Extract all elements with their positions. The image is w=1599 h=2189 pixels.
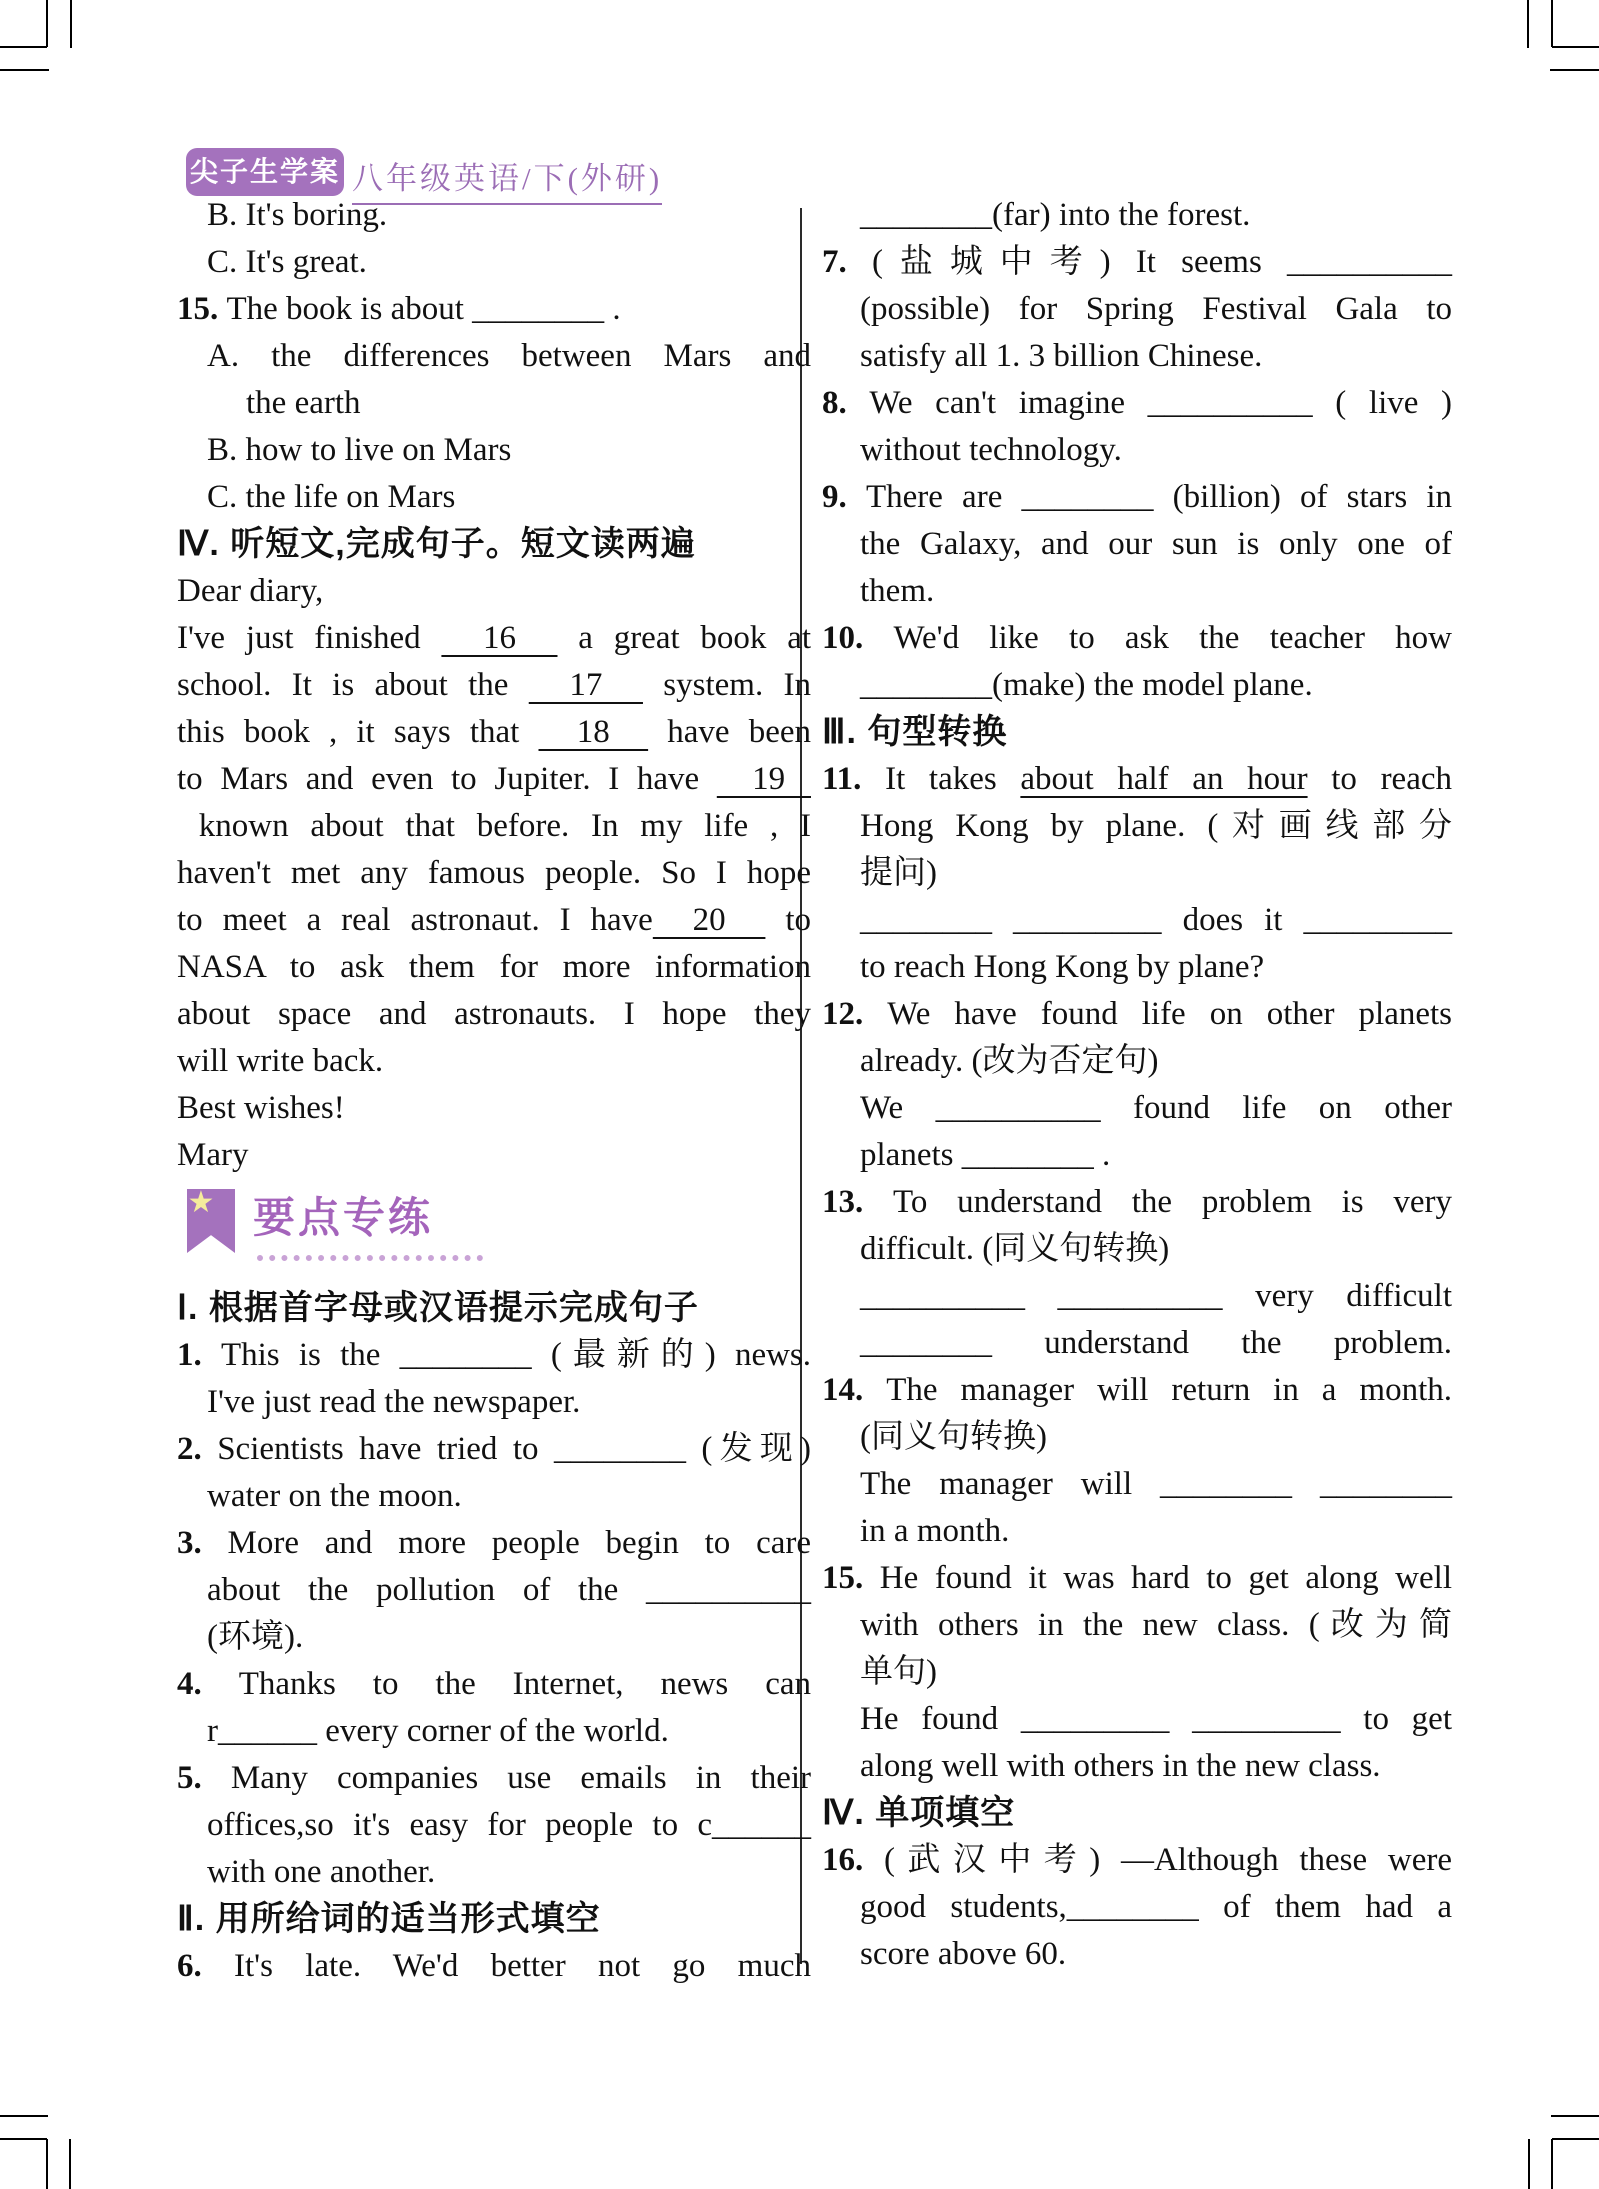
text-segment: to meet a real astronaut. I have	[177, 902, 653, 938]
text-line	[177, 1473, 811, 1520]
text-segment: Ⅱ. 用所给词的适当形式填空	[177, 1900, 601, 1938]
text-line	[822, 1179, 1452, 1226]
text-segment: We'd like to ask the teacher how	[893, 620, 1452, 656]
text-segment: 6.	[177, 1948, 235, 1984]
blank-field: 20	[652, 902, 766, 938]
text-line	[177, 944, 811, 991]
text-segment: a great book at	[557, 620, 812, 656]
text-segment: 单句)	[860, 1654, 937, 1690]
text-segment: to reach	[1307, 761, 1452, 797]
text-segment: the Galaxy, and our sun is only one of	[860, 526, 1452, 562]
text-line	[822, 1461, 1452, 1508]
text-segment: offices,so it's easy for people to c______	[207, 1807, 811, 1843]
text-line	[177, 239, 811, 286]
text-line	[822, 1367, 1452, 1414]
text-line	[822, 662, 1452, 709]
crop-mark	[46, 2139, 48, 2189]
text-segment: We __________ found life on other	[860, 1090, 1452, 1126]
text-segment: in a month.	[860, 1513, 1010, 1549]
section-heading	[822, 709, 1452, 756]
star-icon: ★	[187, 1185, 215, 1220]
text-segment: This is the ________ (最新的) news.	[220, 1337, 812, 1373]
text-segment: ________(make) the model plane.	[860, 667, 1313, 703]
crop-mark	[1527, 0, 1529, 48]
text-line	[822, 1602, 1452, 1649]
text-segment: __________ __________ very difficult	[860, 1278, 1452, 1314]
crop-mark	[0, 46, 47, 48]
text-segment: We can't imagine __________ ( live )	[869, 385, 1453, 421]
text-line	[177, 615, 811, 662]
text-segment: Best wishes!	[177, 1090, 345, 1126]
crop-mark	[70, 0, 72, 48]
section-heading	[822, 1790, 1452, 1837]
blank-field: about half an hour	[1020, 761, 1308, 797]
left-column-bottom	[177, 1285, 811, 1990]
text-segment: Dear diary,	[177, 573, 324, 609]
text-segment: without technology.	[860, 432, 1122, 468]
text-line	[822, 1931, 1452, 1978]
text-line	[822, 1555, 1452, 1602]
text-line	[822, 1508, 1452, 1555]
text-line	[822, 380, 1452, 427]
text-line	[822, 850, 1452, 897]
text-segment: ________(far) into the forest.	[860, 197, 1251, 233]
text-line	[822, 521, 1452, 568]
text-line	[822, 756, 1452, 803]
crop-mark	[1551, 2139, 1553, 2189]
text-segment: 1.	[177, 1337, 221, 1373]
text-line	[177, 1849, 811, 1896]
text-segment: Scientists have tried to ________ (发现)	[217, 1431, 811, 1467]
crop-mark	[1550, 69, 1599, 71]
text-segment: ________ understand the problem.	[860, 1325, 1452, 1361]
blank-field: 19	[716, 761, 811, 797]
text-segment: r______ every corner of the world.	[207, 1713, 669, 1749]
text-segment: I've just finished	[177, 620, 442, 656]
text-segment: 3.	[177, 1525, 228, 1561]
text-segment: to Mars and even to Jupiter. I have	[177, 761, 717, 797]
text-line	[177, 709, 811, 756]
text-segment: Hong Kong by plane. (对画线部分	[860, 808, 1452, 844]
text-line	[822, 803, 1452, 850]
text-line	[177, 991, 811, 1038]
text-line	[822, 1837, 1452, 1884]
text-segment: Ⅰ. 根据首字母或汉语提示完成句子	[177, 1289, 699, 1327]
text-line	[822, 1085, 1452, 1132]
text-segment: (possible) for Spring Festival Gala to	[860, 291, 1452, 327]
text-segment: C. the life on Mars	[207, 479, 456, 515]
text-line	[822, 568, 1452, 615]
text-segment: 7.	[822, 244, 872, 280]
text-segment: school. It is about the	[177, 667, 529, 703]
text-segment: Mary	[177, 1137, 249, 1173]
text-line	[822, 1038, 1452, 1085]
text-segment: (环境).	[207, 1619, 304, 1655]
text-segment: 12.	[822, 996, 888, 1032]
text-segment: 11.	[822, 761, 886, 797]
text-segment: The book is about ________ .	[226, 291, 621, 327]
text-segment: A. the differences between Mars and	[207, 338, 811, 374]
key-points-label: 要点专练	[253, 1194, 434, 1241]
text-line	[177, 568, 811, 615]
text-line	[177, 1567, 811, 1614]
text-segment: satisfy all 1. 3 billion Chinese.	[860, 338, 1263, 374]
text-line	[822, 615, 1452, 662]
text-segment: There are ________ (billion) of stars in	[865, 479, 1453, 515]
left-column-top	[177, 192, 811, 1179]
text-segment: with one another.	[207, 1854, 436, 1890]
text-segment: have been	[648, 714, 811, 750]
text-segment: planets ________ .	[860, 1137, 1111, 1173]
text-line	[177, 803, 811, 850]
text-segment: 9.	[822, 479, 866, 515]
text-line	[822, 1273, 1452, 1320]
crop-mark	[0, 2138, 47, 2140]
text-segment: good students,________ of them had a	[860, 1889, 1452, 1925]
text-segment: 16.	[822, 1842, 884, 1878]
section-heading	[177, 1896, 811, 1943]
text-segment: C. It's great.	[207, 244, 367, 280]
text-segment: about the pollution of the __________	[207, 1572, 811, 1608]
text-line	[177, 1755, 811, 1802]
text-line	[822, 991, 1452, 1038]
blank-field: 16	[441, 620, 558, 656]
text-line	[822, 1132, 1452, 1179]
text-segment: (盐城中考) It seems __________	[871, 244, 1453, 280]
left-column	[177, 192, 811, 1990]
text-line	[822, 239, 1452, 286]
text-line	[177, 1943, 811, 1990]
text-segment: Many companies use emails in their	[230, 1760, 812, 1796]
text-segment: 15.	[177, 291, 227, 327]
text-segment: The manager will return in a month.	[886, 1372, 1453, 1408]
text-segment: difficult. (同义句转换)	[860, 1231, 1170, 1267]
text-line	[177, 474, 811, 521]
text-segment: He found _________ _________ to get	[860, 1701, 1452, 1737]
text-segment: More and more people begin to care	[227, 1525, 811, 1561]
text-segment: ________ _________ does it _________	[860, 902, 1452, 938]
text-line	[177, 286, 811, 333]
text-line	[177, 427, 811, 474]
dotted-underline	[257, 1255, 483, 1261]
text-segment: with others in the new class. (改为简	[860, 1607, 1452, 1643]
text-segment: It takes	[885, 761, 1021, 797]
crop-mark	[69, 2139, 71, 2189]
brand-badge: 尖子生学案	[186, 148, 344, 196]
text-segment: 5.	[177, 1760, 231, 1796]
text-segment: along well with others in the new class.	[860, 1748, 1381, 1784]
text-segment: this book , it says that	[177, 714, 539, 750]
blank-field: 17	[528, 667, 643, 703]
text-segment: them.	[860, 573, 935, 609]
text-line	[822, 427, 1452, 474]
text-segment: It's late. We'd better not go much	[234, 1948, 812, 1984]
crop-mark	[0, 69, 49, 71]
text-segment: 15.	[822, 1560, 880, 1596]
crop-mark	[46, 0, 48, 47]
text-line	[177, 1038, 811, 1085]
text-line	[822, 1649, 1452, 1696]
text-segment: 8.	[822, 385, 870, 421]
text-line	[177, 192, 811, 239]
text-line	[822, 286, 1452, 333]
text-segment: to reach Hong Kong by plane?	[860, 949, 1265, 985]
text-segment: will write back.	[177, 1043, 384, 1079]
text-segment: 4.	[177, 1666, 239, 1702]
text-segment: NASA to ask them for more information	[177, 949, 811, 985]
text-segment: 14.	[822, 1372, 887, 1408]
text-line	[177, 1426, 811, 1473]
text-line	[822, 333, 1452, 380]
text-segment: (武汉中考) —Although these were	[883, 1842, 1452, 1878]
crop-mark	[0, 2115, 48, 2117]
crop-mark	[1551, 2115, 1599, 2117]
text-segment: 2.	[177, 1431, 218, 1467]
text-line	[177, 1614, 811, 1661]
crop-mark	[1551, 0, 1553, 47]
text-line	[177, 1379, 811, 1426]
text-line	[177, 662, 811, 709]
text-segment: already. (改为否定句)	[860, 1043, 1159, 1079]
text-segment: 10.	[822, 620, 894, 656]
text-segment: known about that before. In my life , I	[177, 808, 811, 844]
text-line	[822, 1696, 1452, 1743]
text-line	[822, 944, 1452, 991]
text-segment: Ⅳ. 单项填空	[822, 1794, 1016, 1832]
text-segment: I've just read the newspaper.	[207, 1384, 581, 1420]
text-line	[822, 1320, 1452, 1367]
text-segment: haven't met any famous people. So I hope	[177, 855, 811, 891]
crop-mark	[1528, 2139, 1530, 2189]
crop-mark	[1552, 46, 1599, 48]
text-segment: system. In	[642, 667, 811, 703]
blank-field: 18	[538, 714, 649, 750]
text-line	[177, 1661, 811, 1708]
page-subtitle: 八年级英语/下(外研)	[352, 153, 662, 205]
text-segment: Thanks to the Internet, news can	[238, 1666, 812, 1702]
text-segment: to	[765, 902, 811, 938]
section-heading	[177, 521, 811, 568]
text-segment: He found it was hard to get along well	[879, 1560, 1452, 1596]
text-segment: score above 60.	[860, 1936, 1067, 1972]
text-segment: water on the moon.	[207, 1478, 462, 1514]
text-line	[177, 380, 811, 427]
text-segment: 提问)	[860, 855, 937, 891]
text-line	[177, 1332, 811, 1379]
text-line	[822, 1226, 1452, 1273]
text-line	[822, 897, 1452, 944]
text-line	[177, 1520, 811, 1567]
text-line	[822, 1743, 1452, 1790]
text-segment: B. how to live on Mars	[207, 432, 512, 468]
text-segment: Ⅳ. 听短文,完成句子。短文读两遍	[177, 525, 696, 563]
text-line	[177, 333, 811, 380]
key-points-badge	[177, 1183, 811, 1285]
right-column	[822, 192, 1452, 1978]
text-line	[177, 850, 811, 897]
text-line	[822, 1884, 1452, 1931]
text-line	[822, 474, 1452, 521]
text-segment: (同义句转换)	[860, 1419, 1047, 1455]
text-line	[177, 1802, 811, 1849]
text-segment: Ⅲ. 句型转换	[822, 713, 1008, 751]
text-line	[177, 1085, 811, 1132]
text-line	[822, 192, 1452, 239]
crop-mark	[1552, 2138, 1599, 2140]
text-line	[177, 897, 811, 944]
text-line	[177, 1708, 811, 1755]
text-line	[822, 1414, 1452, 1461]
text-line	[177, 756, 811, 803]
text-segment: 13.	[822, 1184, 894, 1220]
text-segment: B. It's boring.	[207, 197, 388, 233]
text-segment: about space and astronauts. I hope they	[177, 996, 811, 1032]
section-heading	[177, 1285, 811, 1332]
text-segment: The manager will ________ ________	[860, 1466, 1452, 1502]
text-segment: To understand the problem is very	[893, 1184, 1452, 1220]
text-line	[177, 1132, 811, 1179]
text-segment: We have found life on other planets	[887, 996, 1453, 1032]
text-segment: the earth	[246, 385, 361, 421]
